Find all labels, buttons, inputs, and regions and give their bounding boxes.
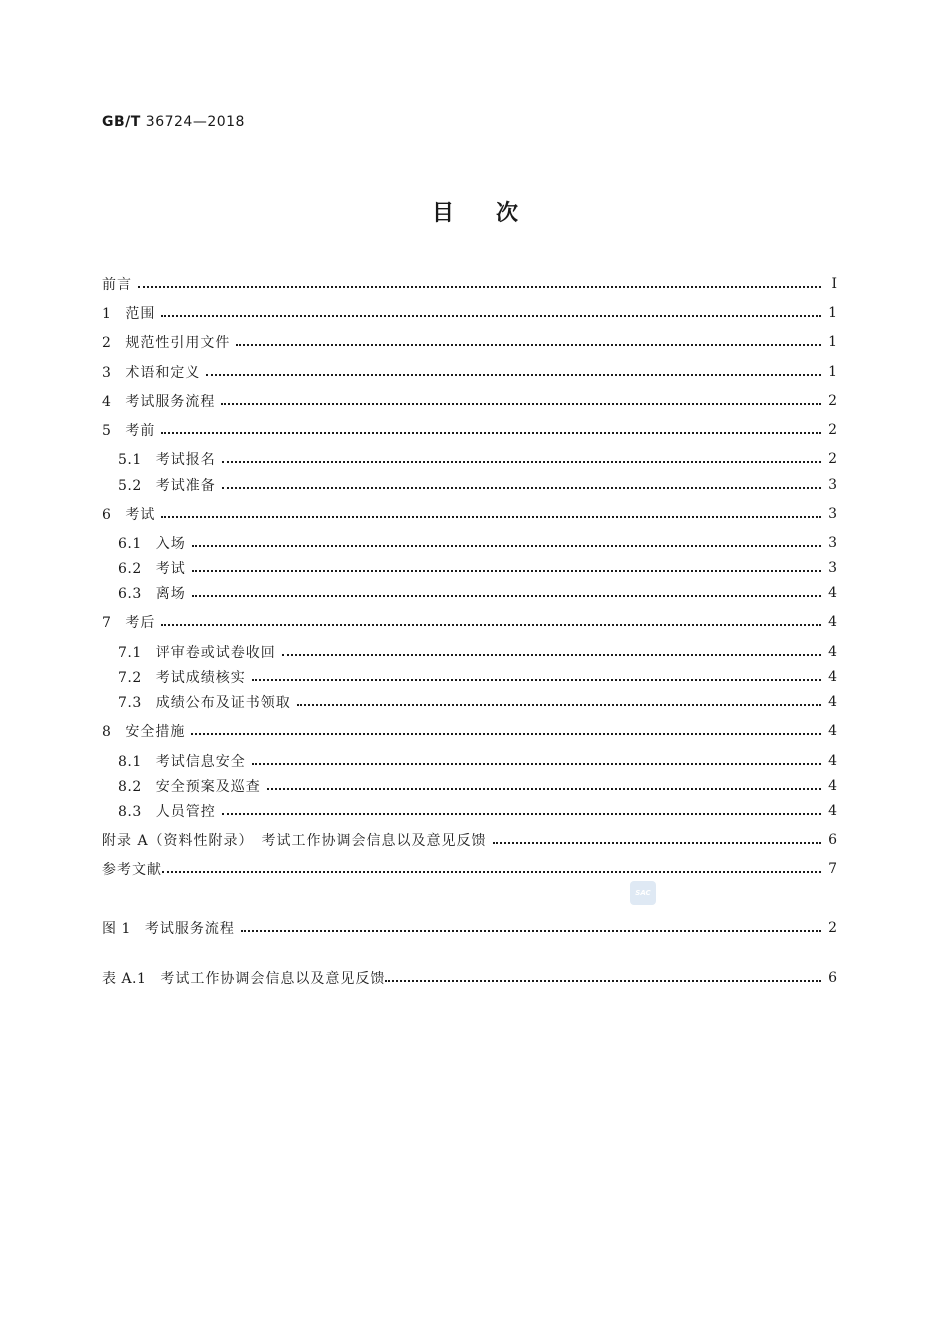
toc-label: 术语和定义 [125, 365, 201, 381]
toc-number: 7.3 [118, 695, 142, 711]
toc-entry-references[interactable] [102, 857, 837, 881]
toc-entry[interactable] [102, 502, 837, 526]
page-title: 目次 [431, 201, 560, 226]
toc-page: 4 [828, 614, 837, 630]
toc-page: 3 [828, 477, 837, 493]
toc-number: 4 [102, 394, 112, 410]
leader-dots [267, 788, 821, 790]
toc-subentry[interactable] [118, 531, 837, 555]
toc-page: Ⅰ [831, 276, 837, 292]
toc-page: 4 [828, 723, 837, 739]
leader-dots [192, 545, 821, 547]
toc-label: 前言 [102, 277, 132, 293]
leader-dots [191, 733, 821, 735]
toc-page: 6 [828, 832, 837, 848]
toc-number: 2 [102, 335, 112, 351]
toc-number: 6.3 [118, 586, 142, 602]
toc-label: 安全预案及巡查 [155, 779, 261, 795]
toc-number: 3 [102, 365, 112, 381]
toc-page: 1 [828, 305, 837, 321]
toc-entry[interactable] [102, 360, 837, 384]
toc-number: 7.2 [118, 670, 142, 686]
toc-entry-table[interactable] [102, 966, 837, 990]
leader-dots [161, 432, 821, 434]
toc-label: 考试 [155, 561, 186, 577]
toc-page: 4 [828, 803, 837, 819]
toc-label: 考试信息安全 [155, 754, 246, 770]
toc-label: 范围 [125, 306, 156, 322]
toc-page: 1 [828, 334, 837, 350]
toc-page: 2 [828, 393, 837, 409]
toc-subentry[interactable] [118, 665, 837, 689]
toc-number: 6.1 [118, 536, 142, 552]
toc-label: 规范性引用文件 [125, 335, 231, 351]
toc-subentry[interactable] [118, 581, 837, 605]
toc-page: 2 [828, 920, 837, 936]
toc-page: 3 [828, 506, 837, 522]
toc-entry-foreword[interactable] [102, 272, 837, 296]
toc-page: 4 [828, 585, 837, 601]
toc-subentry[interactable] [118, 556, 837, 580]
toc-label: 成绩公布及证书领取 [155, 695, 291, 711]
toc-label: 考试报名 [155, 452, 216, 468]
leader-dots [236, 344, 821, 346]
toc-page: 4 [828, 694, 837, 710]
toc-label: 考试工作协调会信息以及意见反馈 [160, 971, 386, 987]
toc-label: 考试成绩核实 [155, 670, 246, 686]
toc-label: 附录 A（资料性附录） 考试工作协调会信息以及意见反馈 [102, 833, 487, 849]
toc-entry[interactable] [102, 418, 837, 442]
toc-label: 考试服务流程 [125, 394, 216, 410]
leader-dots [161, 516, 821, 518]
leader-dots [192, 570, 821, 572]
toc-page: 2 [828, 422, 837, 438]
toc-number: 图 1 [102, 921, 131, 937]
toc-number: 8.1 [118, 754, 142, 770]
toc-number: 8.3 [118, 804, 142, 820]
leader-dots [221, 403, 821, 405]
toc-label: 安全措施 [125, 724, 186, 740]
toc-entry-appendix[interactable] [102, 828, 837, 852]
leader-dots [282, 654, 821, 656]
toc-page: 4 [828, 753, 837, 769]
toc-label: 人员管控 [155, 804, 216, 820]
toc-page: 4 [828, 669, 837, 685]
toc-label: 离场 [155, 586, 186, 602]
leader-dots [138, 286, 821, 288]
toc-number: 8.2 [118, 779, 142, 795]
toc-subentry[interactable] [118, 749, 837, 773]
toc-page: 4 [828, 778, 837, 794]
leader-dots [192, 595, 821, 597]
toc-entry[interactable] [102, 719, 837, 743]
toc-number: 6.2 [118, 561, 142, 577]
toc-number: 1 [102, 306, 112, 322]
toc-subentry[interactable] [118, 690, 837, 714]
toc-page: 7 [828, 861, 837, 877]
toc-entry[interactable] [102, 330, 837, 354]
standard-code: GB/T [102, 114, 141, 130]
toc-page: 2 [828, 451, 837, 467]
toc-number: 5.2 [118, 478, 142, 494]
toc-label: 考试准备 [155, 478, 216, 494]
toc-number: 7.1 [118, 645, 142, 661]
toc-number: 6 [102, 507, 112, 523]
toc-number: 8 [102, 724, 112, 740]
toc-page: 3 [828, 535, 837, 551]
toc-number: 5 [102, 423, 112, 439]
toc-label: 参考文献 [102, 862, 162, 878]
toc-number: 表 A.1 [102, 971, 147, 987]
leader-dots [161, 315, 821, 317]
leader-dots [385, 980, 821, 982]
standard-number: 36724—2018 [145, 114, 245, 130]
leader-dots [241, 930, 821, 932]
toc-label: 考试 [125, 507, 156, 523]
toc-label: 入场 [155, 536, 186, 552]
sac-logo [630, 881, 656, 905]
toc-label: 考前 [125, 423, 156, 439]
toc-label: 评审卷或试卷收回 [155, 645, 276, 661]
leader-dots [252, 679, 821, 681]
toc-number: 5.1 [118, 452, 142, 468]
leader-dots [493, 842, 821, 844]
toc-subentry[interactable] [118, 473, 837, 497]
leader-dots [252, 763, 821, 765]
leader-dots [222, 487, 821, 489]
leader-dots [206, 374, 821, 376]
toc-page: 4 [828, 644, 837, 660]
toc-page: 1 [828, 364, 837, 380]
logo-text: SAC [635, 889, 651, 897]
document-header [102, 114, 245, 130]
leader-dots [297, 704, 821, 706]
leader-dots [222, 813, 821, 815]
toc-subentry[interactable] [118, 774, 837, 798]
toc-page: 6 [828, 970, 837, 986]
leader-dots [222, 461, 821, 463]
toc-subentry[interactable] [118, 799, 837, 823]
toc-entry[interactable] [102, 389, 837, 413]
toc-entry-figure[interactable] [102, 916, 837, 940]
toc-number: 7 [102, 615, 112, 631]
toc-page: 3 [828, 560, 837, 576]
toc-entry[interactable] [102, 301, 837, 325]
toc-entry[interactable] [102, 610, 837, 634]
toc-subentry[interactable] [118, 640, 837, 664]
toc-label: 考后 [125, 615, 156, 631]
toc-label: 考试服务流程 [144, 921, 235, 937]
leader-dots [161, 624, 821, 626]
toc-subentry[interactable] [118, 447, 837, 471]
leader-dots [162, 871, 821, 873]
